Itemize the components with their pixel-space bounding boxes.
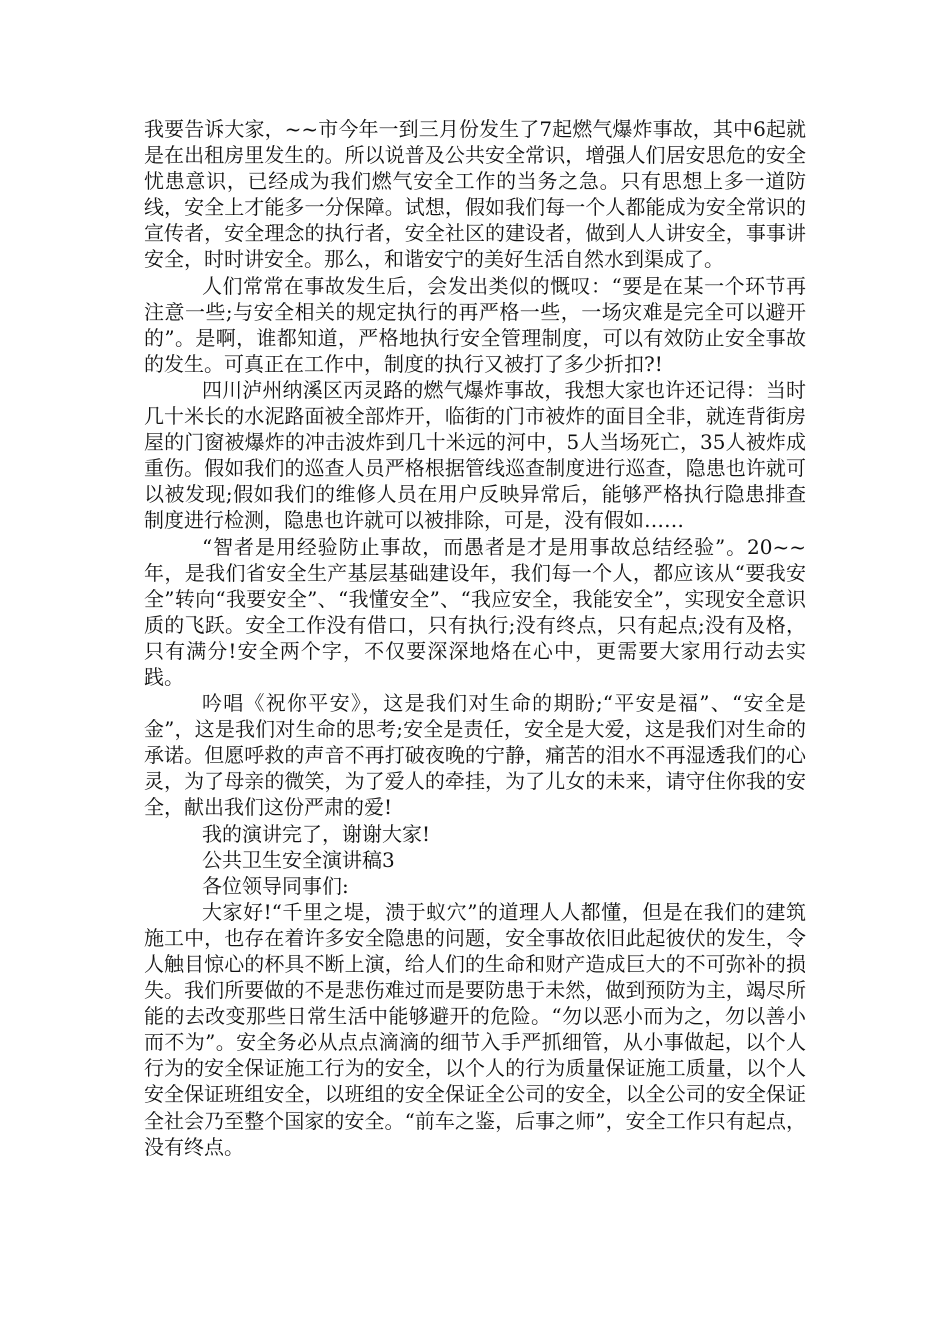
paragraph-6: 大家好!“千里之堤，溃于蚁穴”的道理人人都懂，但是在我们的建筑施工中，也存在着许多安全隐患的问题，安全事故依旧此起彼伏的发生，令人触目惊心的杯具不断上演，给人们的生命和财产造成巨大的不可弥补的损失。我们所要做的不是悲伤难过而是要防患于未然，做到预防为主，竭尽所能的去改变那些日常生活中能够避开的危险。“勿以恶小而为之，勿以善小而不为”。安全务必从点点滴滴的细节入手严抓细管，从小事做起，以个人行为的安全保证施工行为的安全，以个人的行为质量保证施工质量，以个人安全保证班组安全，以班组的安全保证全公司的安全，以全公司的安全保证全社会乃至整个国家的安全。“前车之鉴，后事之师”，安全工作只有起点，没有终点。 [144,899,806,1159]
document-page [144,116,806,1160]
paragraph-1: 我要告诉大家，~~市今年一到三月份发生了7起燃气爆炸事故，其中6起就是在出租房里发生的。所以说普及公共安全常识，增强人们居安思危的安全忧患意识，已经成为我们燃气安全工作的当务之急。只有思想上多一道防线，安全上才能多一分保障。试想，假如我们每一个人都能成为安全常识的宣传者，安全理念的执行者，安全社区的建设者，做到人人讲安全，事事讲安全，时时讲安全。那么，和谐安宁的美好生活自然水到渠成了。 [144,117,806,272]
closing-line: 我的演讲完了，谢谢大家! [202,821,431,846]
paragraph-4: “智者是用经验防止事故，而愚者是才是用事故总结经验”。20~~年，是我们省安全生产基层基础建设年，我们每一个人，都应该从“要我安全”转向“我要安全”、“我懂安全”、“我应安全，我能安全”，实现安全意识质的飞跃。安全工作没有借口，只有执行;没有终点，只有起点;没有及格，只有满分!安全两个字，不仅要深深地烙在心中，更需要大家用行动去实践。 [144,534,806,689]
paragraph-2: 人们常常在事故发生后，会发出类似的慨叹：“要是在某一个环节再注意一些;与安全相关的规定执行的再严格一些，一场灾难是完全可以避开的”。是啊，谁都知道，严格地执行安全管理制度，可以有效防止安全事故的发生。可真正在工作中，制度的执行又被打了多少折扣?! [144,273,806,376]
salutation: 各位领导同事们: [202,873,349,898]
paragraph-5: 吟唱《祝你平安》，这是我们对生命的期盼;“平安是福”、“安全是金”，这是我们对生命的思考;安全是责任，安全是大爱，这是我们对生命的承诺。但愿呼救的声音不再打破夜晚的宁静，痛苦的泪水不再湿透我们的心灵，为了母亲的微笑，为了爱人的牵挂，为了儿女的未来，请守住你我的安全，献出我们这份严肃的爱! [144,691,806,820]
paragraph-3: 四川泸州纳溪区丙灵路的燃气爆炸事故，我想大家也许还记得：当时几十米长的水泥路面被全部炸开，临街的门市被炸的面目全非，就连背街房屋的门窗被爆炸的冲击波炸到几十米远的河中，5人当场死亡，35人被炸成重伤。假如我们的巡查人员严格根据管线巡查制度进行巡查，隐患也许就可以被发现;假如我们的维修人员在用户反映异常后，能够严格执行隐患排查制度进行检测，隐患也许就可以被排除，可是，没有假如…… [144,377,806,533]
section-title: 公共卫生安全演讲稿3 [202,847,395,872]
